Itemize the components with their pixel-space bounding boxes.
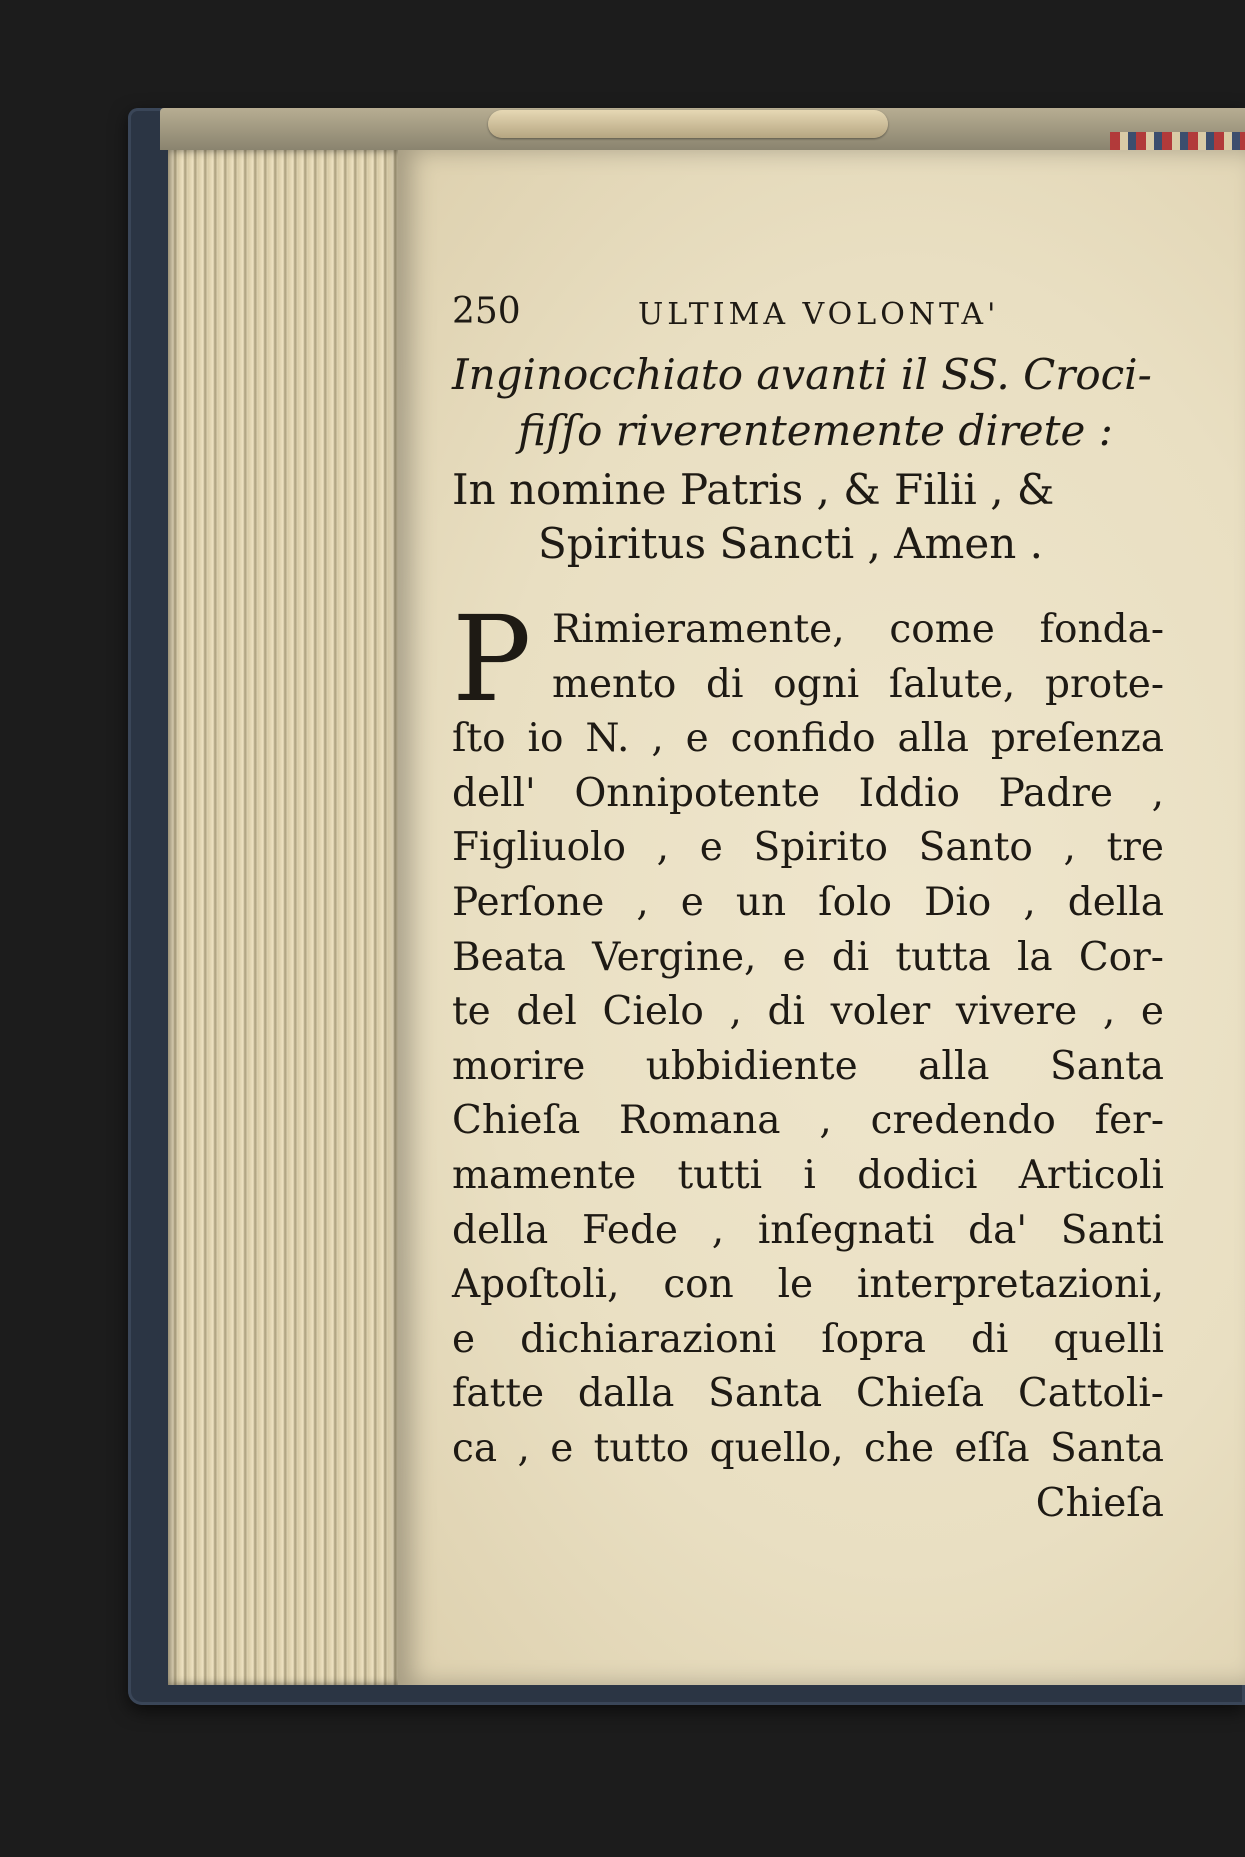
body-line: mento di ogni ſalute, prote- bbox=[552, 661, 1164, 707]
body-line: mamente tutti i dodici Articoli bbox=[452, 1152, 1164, 1198]
body-paragraph bbox=[452, 590, 1164, 1531]
body-line: dell' Onnipotente Iddio Padre , bbox=[452, 770, 1164, 816]
invocation-line: In nomine Patris , & Filii , & bbox=[452, 465, 1055, 514]
body-line: fatte dalla Santa Chieſa Cattoli- bbox=[452, 1371, 1164, 1417]
drop-cap: P bbox=[452, 590, 532, 728]
page-content bbox=[452, 285, 1164, 1531]
invocation-line: Spiritus Sancti , Amen . bbox=[538, 519, 1043, 568]
page-block-edges bbox=[168, 150, 400, 1685]
body-line: ca , e tutto quello, che eſſa Santa bbox=[452, 1425, 1164, 1471]
rubric bbox=[452, 347, 1164, 459]
body-line: te del Cielo , di voler vivere , e bbox=[452, 989, 1164, 1035]
body-line: Perſone , e un ſolo Dio , della bbox=[452, 879, 1164, 925]
body-line: Apoſtoli, con le interpretazioni, bbox=[452, 1262, 1164, 1308]
body-line: e dichiarazioni ſopra di quelli bbox=[452, 1316, 1164, 1362]
catchword: Chieſa bbox=[1035, 1480, 1164, 1526]
body-line: ſto io N. , e confido alla preſenza bbox=[452, 716, 1164, 762]
running-title: ULTIMA VOLONTA' bbox=[638, 297, 1000, 332]
body-line: Rimieramente, come fonda- bbox=[552, 607, 1164, 652]
body-line: Beata Vergine, e di tutta la Cor- bbox=[452, 934, 1164, 980]
page-number: 250 bbox=[452, 291, 521, 332]
body-line: Chieſa Romana , credendo fer- bbox=[452, 1098, 1164, 1144]
invocation bbox=[452, 463, 1164, 571]
rubric-line: fiſſo riverentemente direte : bbox=[518, 406, 1113, 455]
rubric-line: Inginocchiato avanti il SS. Croci- bbox=[452, 350, 1152, 399]
body-line: Figliuolo , e Spirito Santo , tre bbox=[452, 825, 1164, 871]
body-line: morire ubbidiente alla Santa bbox=[452, 1043, 1164, 1089]
headband bbox=[488, 110, 888, 138]
body-line: della Fede , inſegnati da' Santi bbox=[452, 1207, 1164, 1253]
running-head bbox=[452, 285, 1164, 347]
